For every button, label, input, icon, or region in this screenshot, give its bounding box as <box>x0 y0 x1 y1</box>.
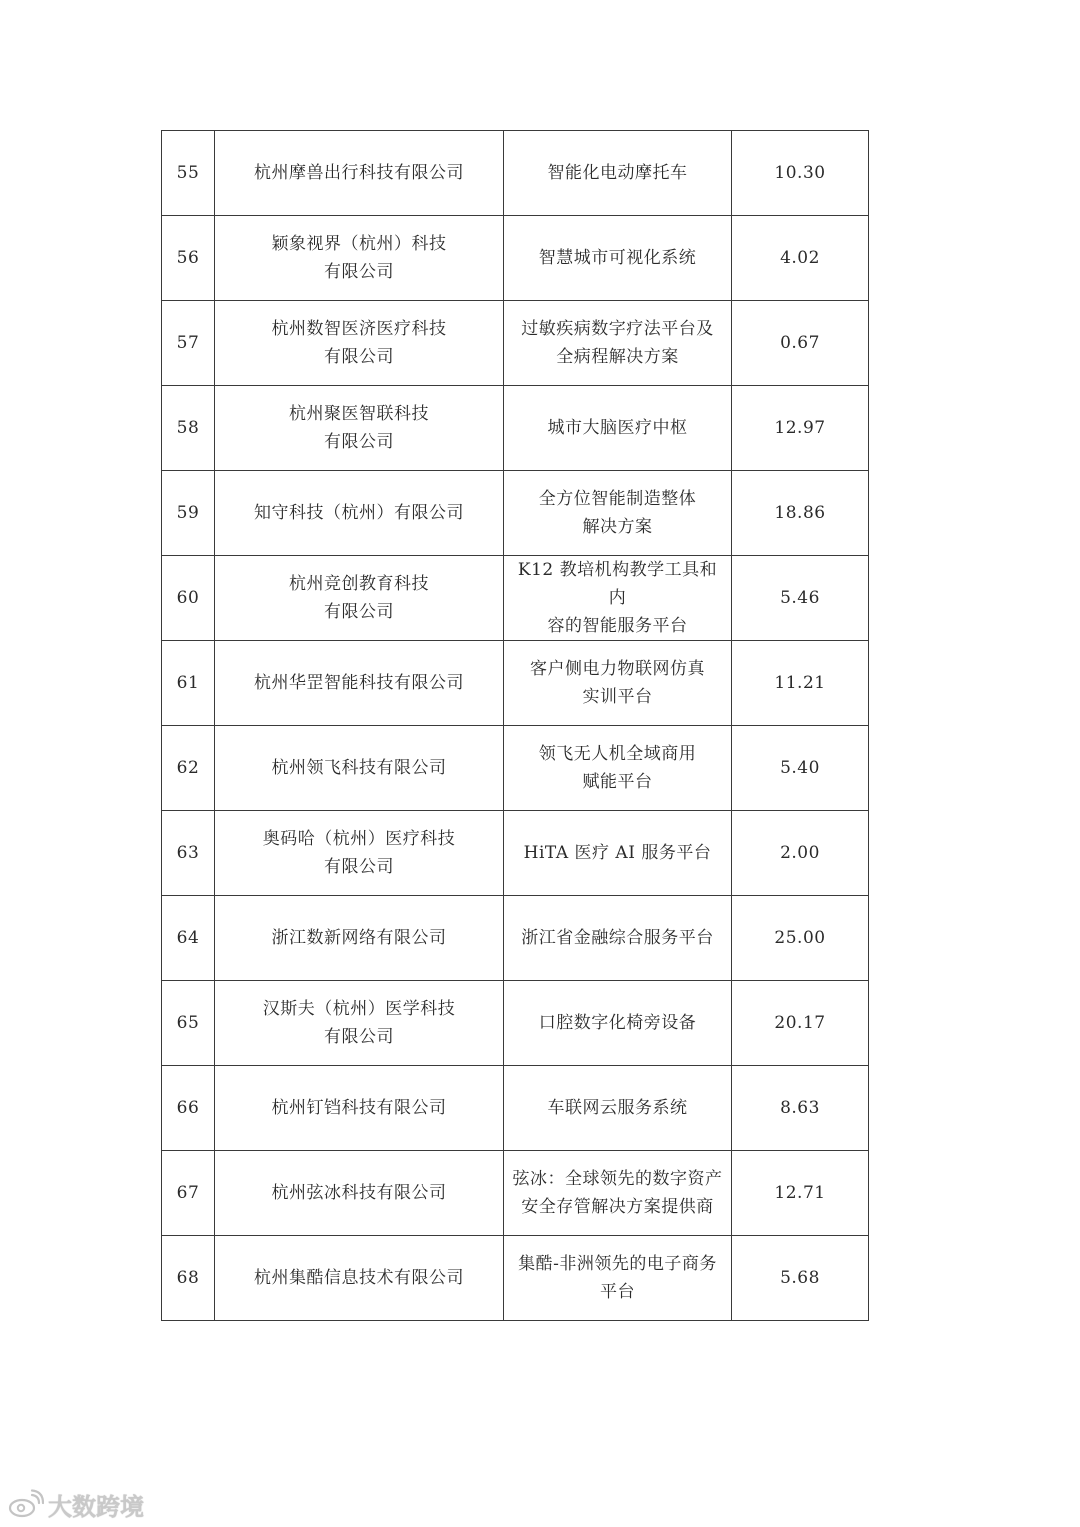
project-cell <box>504 131 732 216</box>
amount-value: 5.68 <box>780 1268 820 1288</box>
company-cell <box>215 811 504 896</box>
company-cell <box>215 556 504 641</box>
amount-value: 5.46 <box>780 588 820 608</box>
company-cell <box>215 216 504 301</box>
amount-cell <box>732 811 869 896</box>
amount-cell <box>732 896 869 981</box>
row-number-cell <box>162 556 215 641</box>
table-row <box>162 1066 869 1151</box>
company-name-line: 有限公司 <box>324 1027 394 1047</box>
project-name-line: 解决方案 <box>582 517 653 537</box>
row-number: 58 <box>176 418 200 438</box>
company-name-line: 奥码哈（杭州）医疗科技 <box>262 829 456 849</box>
project-name-line: 弦冰：全球领先的数字资产 <box>512 1169 723 1189</box>
company-cell <box>215 1066 504 1151</box>
amount-cell <box>732 216 869 301</box>
project-cell <box>504 811 732 896</box>
row-number: 66 <box>176 1098 200 1118</box>
project-name-line: 全方位智能制造整体 <box>538 489 697 509</box>
table-row <box>162 386 869 471</box>
amount-value: 2.00 <box>780 843 820 863</box>
company-name-line: 杭州数智医济医疗科技 <box>271 319 447 339</box>
project-name-line: 实训平台 <box>582 687 653 707</box>
company-cell <box>215 726 504 811</box>
company-name-line: 有限公司 <box>324 602 394 622</box>
amount-cell <box>732 981 869 1066</box>
row-number-cell <box>162 896 215 981</box>
project-name-line: K12 教培机构教学工具和内 <box>517 560 718 608</box>
amount-value: 8.63 <box>780 1098 820 1118</box>
project-name-line: 口腔数字化椅旁设备 <box>538 1013 697 1033</box>
table-row <box>162 556 869 641</box>
row-number-cell <box>162 1236 215 1321</box>
amount-value: 12.97 <box>774 418 826 438</box>
company-name-line: 杭州华罡智能科技有限公司 <box>254 673 464 693</box>
row-number: 59 <box>176 503 200 523</box>
row-number: 65 <box>176 1013 200 1033</box>
watermark <box>8 1488 144 1520</box>
project-name-line: 城市大脑医疗中枢 <box>547 418 688 438</box>
project-cell <box>504 386 732 471</box>
row-number-cell <box>162 131 215 216</box>
project-name-line: 浙江省金融综合服务平台 <box>521 928 714 948</box>
row-number-cell <box>162 811 215 896</box>
project-cell <box>504 1236 732 1321</box>
project-name-line: 全病程解决方案 <box>556 347 679 367</box>
table-row <box>162 131 869 216</box>
project-name-line: HiTA 医疗 AI 服务平台 <box>523 843 712 863</box>
row-number: 55 <box>176 163 200 183</box>
company-name-line: 杭州竞创教育科技 <box>289 574 429 594</box>
table-row <box>162 811 869 896</box>
row-number: 62 <box>176 758 200 778</box>
row-number: 61 <box>176 673 200 693</box>
company-cell <box>215 641 504 726</box>
amount-cell <box>732 301 869 386</box>
table-row <box>162 641 869 726</box>
table-row <box>162 726 869 811</box>
data-table <box>161 130 869 1321</box>
row-number-cell <box>162 1066 215 1151</box>
company-name-line: 有限公司 <box>324 857 394 877</box>
company-cell <box>215 131 504 216</box>
weibo-logo-icon <box>8 1489 44 1519</box>
company-name-line: 有限公司 <box>324 262 394 282</box>
row-number-cell <box>162 386 215 471</box>
row-number-cell <box>162 981 215 1066</box>
project-name-line: 容的智能服务平台 <box>547 616 688 636</box>
company-name-line: 杭州领飞科技有限公司 <box>271 758 447 778</box>
company-name-line: 杭州聚医智联科技 <box>289 404 429 424</box>
company-cell <box>215 301 504 386</box>
company-name-line: 杭州摩兽出行科技有限公司 <box>254 163 464 183</box>
project-name-line: 安全存管解决方案提供商 <box>521 1197 714 1217</box>
amount-cell <box>732 471 869 556</box>
row-number: 57 <box>176 333 200 353</box>
company-cell <box>215 471 504 556</box>
project-cell <box>504 1066 732 1151</box>
table-row <box>162 1236 869 1321</box>
amount-cell <box>732 1236 869 1321</box>
company-name-line: 杭州钉铛科技有限公司 <box>271 1098 447 1118</box>
amount-value: 10.30 <box>774 163 826 183</box>
row-number-cell <box>162 641 215 726</box>
company-cell <box>215 896 504 981</box>
amount-value: 4.02 <box>780 248 820 268</box>
project-cell <box>504 896 732 981</box>
row-number: 63 <box>176 843 200 863</box>
company-name-line: 知守科技（杭州）有限公司 <box>254 503 464 523</box>
project-cell <box>504 981 732 1066</box>
company-name-line: 有限公司 <box>324 347 394 367</box>
company-cell <box>215 981 504 1066</box>
row-number-cell <box>162 301 215 386</box>
project-name-line: 集酷-非洲领先的电子商务 <box>518 1254 717 1274</box>
company-name-line: 浙江数新网络有限公司 <box>271 928 447 948</box>
amount-value: 25.00 <box>774 928 826 948</box>
company-name-line: 杭州集酷信息技术有限公司 <box>254 1268 464 1288</box>
amount-cell <box>732 641 869 726</box>
project-name-line: 智慧城市可视化系统 <box>538 248 697 268</box>
amount-cell <box>732 1066 869 1151</box>
company-name-line: 汉斯夫（杭州）医学科技 <box>262 999 456 1019</box>
table-row <box>162 896 869 981</box>
table-body <box>162 131 869 1321</box>
amount-cell <box>732 556 869 641</box>
project-name-line: 领飞无人机全域商用 <box>538 744 697 764</box>
amount-cell <box>732 131 869 216</box>
watermark-text: 大数跨境 <box>48 1492 144 1521</box>
row-number: 56 <box>176 248 200 268</box>
amount-cell <box>732 1151 869 1236</box>
table-row <box>162 471 869 556</box>
company-name-line: 颖象视界（杭州）科技 <box>271 234 447 254</box>
company-cell <box>215 1236 504 1321</box>
table-row <box>162 981 869 1066</box>
project-cell <box>504 726 732 811</box>
amount-cell <box>732 386 869 471</box>
amount-value: 11.21 <box>774 673 826 693</box>
project-cell <box>504 556 732 641</box>
project-name-line: 车联网云服务系统 <box>547 1098 688 1118</box>
company-cell <box>215 386 504 471</box>
row-number-cell <box>162 726 215 811</box>
project-cell <box>504 641 732 726</box>
row-number: 64 <box>176 928 200 948</box>
project-cell <box>504 471 732 556</box>
table-row <box>162 216 869 301</box>
project-cell <box>504 301 732 386</box>
amount-cell <box>732 726 869 811</box>
amount-value: 12.71 <box>774 1183 826 1203</box>
row-number-cell <box>162 216 215 301</box>
project-cell <box>504 216 732 301</box>
project-name-line: 平台 <box>600 1282 635 1302</box>
project-name-line: 赋能平台 <box>582 772 653 792</box>
amount-value: 0.67 <box>780 333 820 353</box>
table-row <box>162 1151 869 1236</box>
row-number: 68 <box>176 1268 200 1288</box>
row-number-cell <box>162 471 215 556</box>
amount-value: 20.17 <box>774 1013 826 1033</box>
row-number: 60 <box>176 588 200 608</box>
amount-value: 18.86 <box>774 503 826 523</box>
amount-value: 5.40 <box>780 758 820 778</box>
project-name-line: 过敏疾病数字疗法平台及 <box>521 319 714 339</box>
table-row <box>162 301 869 386</box>
company-name-line: 有限公司 <box>324 432 394 452</box>
company-cell <box>215 1151 504 1236</box>
row-number: 67 <box>176 1183 200 1203</box>
project-name-line: 客户侧电力物联网仿真 <box>530 659 705 679</box>
company-name-line: 杭州弦冰科技有限公司 <box>271 1183 447 1203</box>
project-cell <box>504 1151 732 1236</box>
row-number-cell <box>162 1151 215 1236</box>
project-name-line: 智能化电动摩托车 <box>547 163 688 183</box>
